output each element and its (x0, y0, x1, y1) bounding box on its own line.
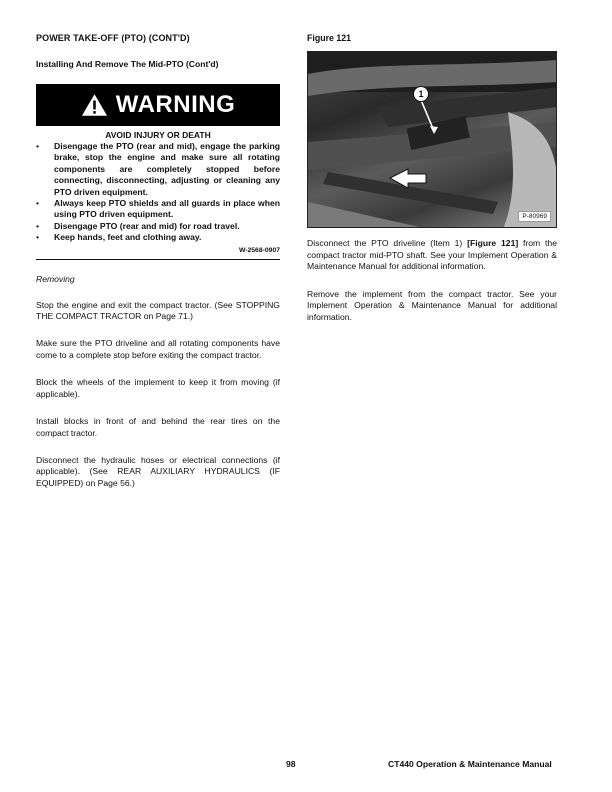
warning-item: • Keep hands, feet and clothing away. (36, 232, 280, 243)
left-column (36, 33, 280, 505)
warning-triangle-icon (81, 93, 108, 117)
photo-illustration (308, 52, 557, 228)
figure-reference: [Figure 121] (467, 238, 519, 248)
warning-banner (36, 84, 280, 126)
removing-heading: Removing (36, 273, 75, 284)
warning-item: • Always keep PTO shields and all guards in place when using PTO driven equipment. (36, 198, 280, 221)
manual-title: CT440 Operation & Maintenance Manual (388, 759, 552, 769)
removing-paragraph: Block the wheels of the implement to keep it from moving (if applicable). (36, 377, 280, 399)
figure-title: Figure 121 (307, 33, 352, 43)
figure-photo (307, 51, 557, 228)
figure-callout-number: 1 (418, 89, 424, 99)
warning-code: W-2568-0907 (238, 246, 280, 254)
warning-item: • Disengage PTO (rear and mid) for road travel. (36, 221, 280, 232)
photo-code: P-80969 (518, 211, 551, 222)
removing-paragraph: Make sure the PTO driveline and all rotating components have come to a complete stop before exiting the compact tractor. (36, 338, 280, 360)
removing-paragraph: Install blocks in front of and behind the rear tires on the compact tractor. (36, 416, 280, 438)
right-paragraph-2: Remove the implement from the compact tractor. See your Implement Operation & Maintenance Manual for additional information. (307, 288, 557, 322)
p1-text-end: from the compact tractor mid-PTO shaft. See your Implement Operation & Maintenance Manual for additional information. (307, 238, 557, 272)
subsection-title: Installing And Remove The Mid-PTO (Cont'd) (36, 59, 219, 69)
warning-item: • Disengage the PTO (rear and mid), engage the parking brake, stop the engine and make sure all rotating components are completely stopped before connecting, disconnecting, adjusting or cleaning any PTO driven equipment. (36, 141, 280, 198)
removing-paragraph: Stop the engine and exit the compact tractor. (See STOPPING THE COMPACT TRACTOR on Page 71.) (36, 299, 280, 322)
divider (36, 259, 280, 260)
warning-list (36, 141, 280, 244)
p1-text-start: Disconnect the PTO driveline (Item 1) (307, 238, 468, 248)
right-column (307, 33, 557, 324)
right-paragraph-1 (307, 238, 557, 273)
removing-paragraph: Disconnect the hydraulic hoses or electrical connections (if applicable). (See REAR AUXILIARY HYDRAULICS (IF EQUIPPED) on Page 56.) (36, 454, 280, 488)
section-title: POWER TAKE-OFF (PTO) (CONT'D) (36, 33, 190, 43)
warning-label: WARNING (115, 91, 236, 118)
warning-heading: AVOID INJURY OR DEATH (105, 130, 211, 140)
page-number: 98 (286, 759, 296, 769)
